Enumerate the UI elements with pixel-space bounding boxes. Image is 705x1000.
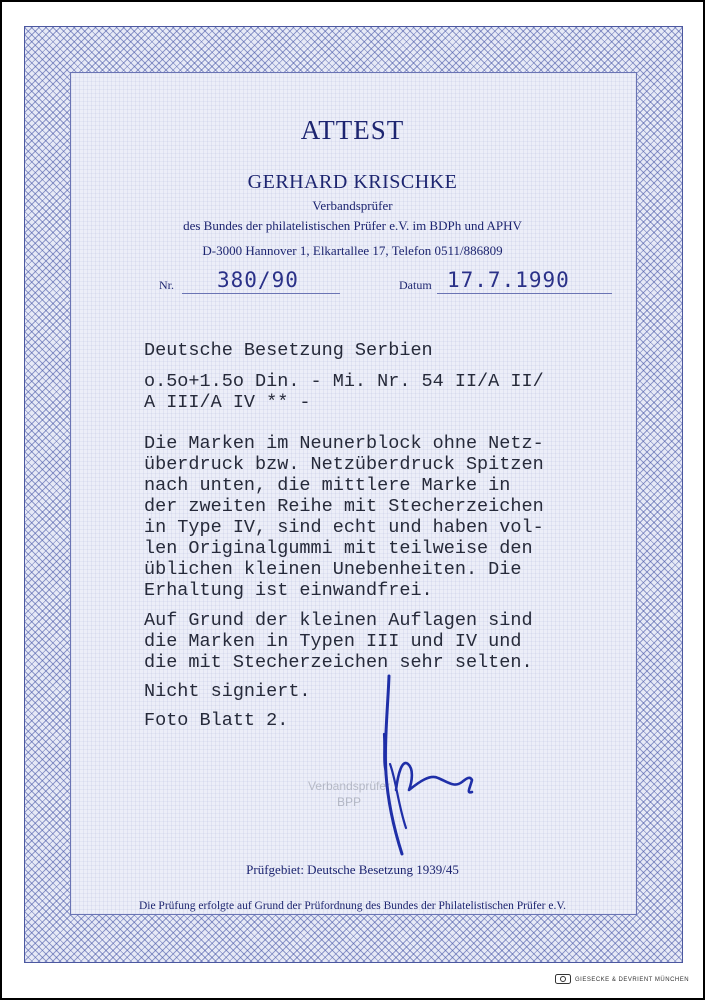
body-line: üblichen kleinen Unebenheiten. Die	[144, 559, 522, 580]
number-label: Nr.	[159, 278, 174, 292]
examiner-signature	[362, 664, 492, 864]
printer-imprint: GIESECKE & DEVRIENT MÜNCHEN	[575, 977, 690, 983]
body-line: die mit Stecherzeichen sehr selten.	[144, 652, 533, 673]
body-line-not-signed: Nicht signiert.	[144, 681, 311, 702]
examiner-role: Verbandsprüfer	[312, 198, 393, 213]
body-line: nach unten, die mittlere Marke in	[144, 475, 511, 496]
printer-logo-icon	[555, 974, 571, 984]
body-line: Erhaltung ist einwandfrei.	[144, 580, 433, 601]
certificate-number: 380/90	[217, 268, 299, 292]
body-line: der zweiten Reihe mit Stecherzeichen	[144, 496, 544, 517]
date-underline	[437, 293, 612, 294]
examiner-name: GERHARD KRISCHKE	[247, 171, 458, 193]
body-line-catalog-2: A III/A IV ** -	[144, 392, 311, 413]
body-line: Die Marken im Neunerblock ohne Netz-	[144, 433, 544, 454]
certificate-page	[2, 2, 703, 998]
certificate-title: ATTEST	[300, 115, 405, 145]
body-line: Auf Grund der kleinen Auflagen sind	[144, 610, 533, 631]
date-label: Datum	[399, 278, 432, 292]
examiner-association: des Bundes der philatelistischen Prüfer e.V. im BDPh und APHV	[183, 218, 522, 233]
number-underline	[182, 293, 340, 294]
body-line-subject: Deutsche Besetzung Serbien	[144, 340, 433, 361]
embossed-seal: Verbandsprüfer BPP	[308, 779, 391, 809]
body-line-photo: Foto Blatt 2.	[144, 710, 289, 731]
body-line: überdruck bzw. Netzüberdruck Spitzen	[144, 454, 544, 475]
body-line: in Type IV, sind echt und haben vol-	[144, 517, 544, 538]
examination-basis: Die Prüfung erfolgte auf Grund der Prüfordnung des Bundes der Philatelistischen Prüfer e.V.	[138, 900, 567, 912]
body-line: len Originalgummi mit teilweise den	[144, 538, 533, 559]
body-line: die Marken in Typen III und IV und	[144, 631, 522, 652]
body-line-catalog-1: o.5o+1.5o Din. - Mi. Nr. 54 II/A II/	[144, 371, 544, 392]
certificate-date: 17.7.1990	[447, 268, 570, 292]
examiner-address: D-3000 Hannover 1, Elkartallee 17, Telefon 0511/886809	[202, 243, 503, 258]
examination-area: Prüfgebiet: Deutsche Besetzung 1939/45	[246, 862, 459, 877]
